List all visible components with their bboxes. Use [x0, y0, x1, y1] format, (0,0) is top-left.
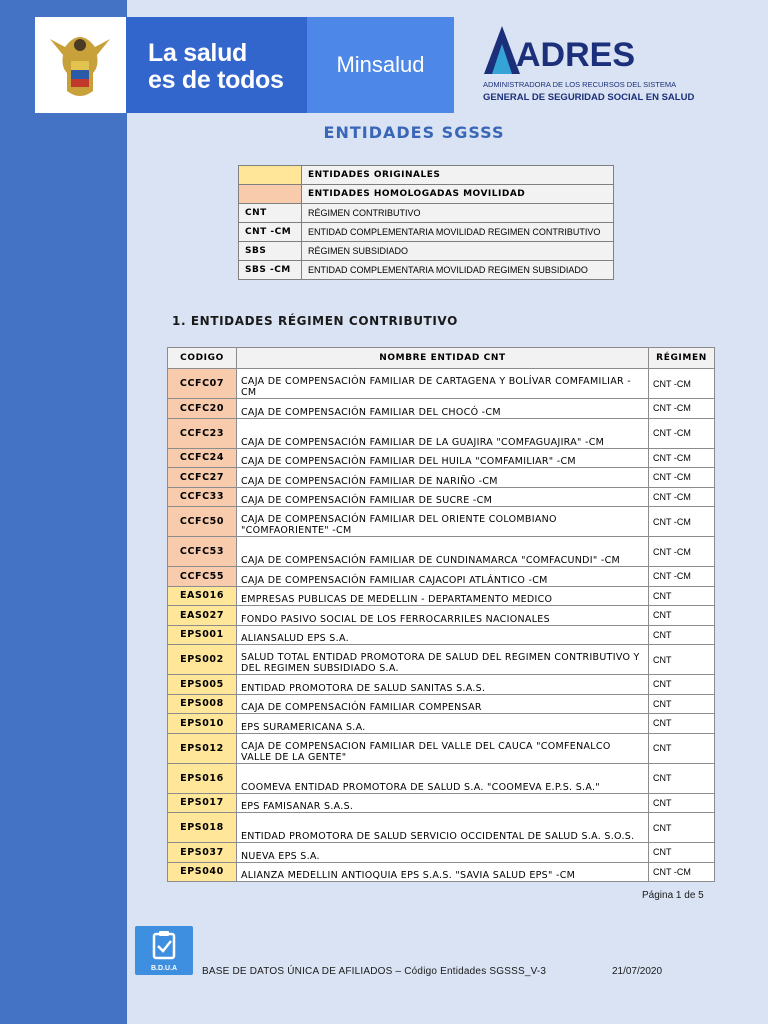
legend-label: RÉGIMEN SUBSIDIADO	[302, 242, 614, 261]
entity-code: CCFC53	[168, 537, 237, 567]
legend-key: CNT -CM	[239, 223, 302, 242]
page-number: Página 1 de 5	[642, 890, 704, 901]
table-row	[168, 793, 715, 813]
table-row	[168, 606, 715, 626]
table-row	[168, 487, 715, 507]
entity-code: CCFC50	[168, 507, 237, 537]
entity-name: CAJA DE COMPENSACIÓN FAMILIAR DE CUNDINAMARCA "COMFACUNDI" -CM	[237, 537, 649, 567]
header-code: CODIGO	[168, 348, 237, 369]
legend-row	[239, 166, 614, 185]
slogan-line-2: es de todos	[148, 66, 284, 94]
table-row	[168, 625, 715, 645]
adres-subtitle-2: GENERAL DE SEGURIDAD SOCIAL EN SALUD	[483, 92, 695, 103]
legend-row	[239, 261, 614, 280]
entity-code: EPS018	[168, 813, 237, 843]
page-title: ENTIDADES SGSSS	[323, 123, 505, 142]
legend-label: RÉGIMEN CONTRIBUTIVO	[302, 204, 614, 223]
ministry-banner	[307, 17, 454, 113]
table-row	[168, 675, 715, 695]
table-row	[168, 507, 715, 537]
table-row	[168, 862, 715, 882]
entity-name: ALIANSALUD EPS S.A.	[237, 625, 649, 645]
entity-regimen: CNT	[649, 625, 715, 645]
table-row	[168, 537, 715, 567]
entity-code: CCFC23	[168, 418, 237, 448]
entity-regimen: CNT	[649, 733, 715, 763]
entity-name: FONDO PASIVO SOCIAL DE LOS FERROCARRILES NACIONALES	[237, 606, 649, 626]
table-row	[168, 763, 715, 793]
table-header-row	[168, 348, 715, 369]
entity-code: EPS010	[168, 714, 237, 734]
table-row	[168, 369, 715, 399]
entity-code: CCFC27	[168, 468, 237, 488]
entity-code: CCFC33	[168, 487, 237, 507]
entity-name: CAJA DE COMPENSACIÓN FAMILIAR DEL HUILA "COMFAMILIAR" -CM	[237, 448, 649, 468]
table-row	[168, 645, 715, 675]
entity-code: EPS040	[168, 862, 237, 882]
entity-name: EPS FAMISANAR S.A.S.	[237, 793, 649, 813]
legend-label: ENTIDAD COMPLEMENTARIA MOVILIDAD REGIMEN CONTRIBUTIVO	[302, 223, 614, 242]
table-row	[168, 468, 715, 488]
table-row	[168, 733, 715, 763]
entity-code: EPS002	[168, 645, 237, 675]
table-row	[168, 813, 715, 843]
entity-name: EPS SURAMERICANA S.A.	[237, 714, 649, 734]
clipboard-check-icon	[135, 926, 193, 975]
entity-name: CAJA DE COMPENSACIÓN FAMILIAR DE CARTAGENA Y BOLÍVAR COMFAMILIAR -CM	[237, 369, 649, 399]
entity-code: EPS008	[168, 694, 237, 714]
entity-name: CAJA DE COMPENSACIÓN FAMILIAR DEL ORIENTE COLOMBIANO "COMFAORIENTE" -CM	[237, 507, 649, 537]
legend-key: CNT	[239, 204, 302, 223]
entity-name: COOMEVA ENTIDAD PROMOTORA DE SALUD S.A. "COOMEVA E.P.S. S.A."	[237, 763, 649, 793]
entity-regimen: CNT -CM	[649, 369, 715, 399]
entity-code: EPS005	[168, 675, 237, 695]
entity-regimen: CNT -CM	[649, 418, 715, 448]
entity-name: SALUD TOTAL ENTIDAD PROMOTORA DE SALUD DEL REGIMEN CONTRIBUTIVO Y DEL REGIMEN SUBSIDIADO S.A.	[237, 645, 649, 675]
colombia-coat-of-arms	[35, 17, 126, 113]
table-row	[168, 586, 715, 606]
section-title: 1. ENTIDADES RÉGIMEN CONTRIBUTIVO	[172, 314, 458, 328]
table-row	[168, 694, 715, 714]
legend-key	[239, 166, 302, 185]
ministry-name: Minsalud	[336, 52, 425, 77]
table-row	[168, 567, 715, 587]
footer-date: 21/07/2020	[612, 966, 663, 977]
legend-row	[239, 185, 614, 204]
legend-key: SBS -CM	[239, 261, 302, 280]
entity-name: CAJA DE COMPENSACIÓN FAMILIAR DE NARIÑO -CM	[237, 468, 649, 488]
entity-regimen: CNT	[649, 675, 715, 695]
entity-regimen: CNT -CM	[649, 567, 715, 587]
entity-regimen: CNT	[649, 586, 715, 606]
entity-name: CAJA DE COMPENSACIÓN FAMILIAR DEL CHOCÓ -CM	[237, 399, 649, 419]
entity-code: CCFC07	[168, 369, 237, 399]
entity-name: CAJA DE COMPENSACION FAMILIAR DEL VALLE DEL CAUCA "COMFENALCO VALLE DE LA GENTE"	[237, 733, 649, 763]
legend-row	[239, 223, 614, 242]
entity-regimen: CNT -CM	[649, 399, 715, 419]
footer-text: BASE DE DATOS ÚNICA DE AFILIADOS – Código Entidades SGSSS_V-3	[202, 966, 547, 977]
table-row	[168, 418, 715, 448]
entity-regimen: CNT -CM	[649, 448, 715, 468]
entity-regimen: CNT	[649, 645, 715, 675]
entity-regimen: CNT -CM	[649, 862, 715, 882]
entity-name: ALIANZA MEDELLIN ANTIOQUIA EPS S.A.S. "SAVIA SALUD EPS" -CM	[237, 862, 649, 882]
slogan-line-1: La salud	[148, 39, 248, 67]
slogan-banner	[126, 17, 307, 113]
entity-regimen: CNT -CM	[649, 507, 715, 537]
entity-name: CAJA DE COMPENSACIÓN FAMILIAR DE SUCRE -CM	[237, 487, 649, 507]
table-row	[168, 714, 715, 734]
left-sidebar-band	[0, 0, 127, 1024]
entity-regimen: CNT	[649, 714, 715, 734]
entity-code: EAS016	[168, 586, 237, 606]
legend-table	[238, 165, 614, 280]
entity-code: CCFC20	[168, 399, 237, 419]
bdua-logo	[135, 926, 193, 975]
entity-code: CCFC24	[168, 448, 237, 468]
legend-key: SBS	[239, 242, 302, 261]
entity-code: EPS016	[168, 763, 237, 793]
header-regimen: RÉGIMEN	[649, 348, 715, 369]
entity-regimen: CNT -CM	[649, 537, 715, 567]
entity-regimen: CNT	[649, 763, 715, 793]
table-row	[168, 843, 715, 863]
entity-regimen: CNT -CM	[649, 468, 715, 488]
entity-regimen: CNT	[649, 843, 715, 863]
entity-code: EPS001	[168, 625, 237, 645]
entity-name: ENTIDAD PROMOTORA DE SALUD SANITAS S.A.S.	[237, 675, 649, 695]
legend-label: ENTIDAD COMPLEMENTARIA MOVILIDAD REGIMEN SUBSIDIADO	[302, 261, 614, 280]
entity-code: EPS017	[168, 793, 237, 813]
entity-name: EMPRESAS PUBLICAS DE MEDELLIN - DEPARTAMENTO MEDICO	[237, 586, 649, 606]
entity-name: NUEVA EPS S.A.	[237, 843, 649, 863]
legend-row	[239, 242, 614, 261]
legend-label: ENTIDADES HOMOLOGADAS MOVILIDAD	[302, 185, 614, 204]
legend-row	[239, 204, 614, 223]
entity-name: CAJA DE COMPENSACIÓN FAMILIAR CAJACOPI ATLÁNTICO -CM	[237, 567, 649, 587]
entity-regimen: CNT	[649, 694, 715, 714]
legend-label: ENTIDADES ORIGINALES	[302, 166, 614, 185]
entity-code: EPS012	[168, 733, 237, 763]
entities-table	[167, 347, 715, 882]
entity-code: EAS027	[168, 606, 237, 626]
adres-logo	[478, 22, 695, 112]
table-row	[168, 448, 715, 468]
legend-key	[239, 185, 302, 204]
adres-subtitle-1: ADMINISTRADORA DE LOS RECURSOS DEL SISTEMA	[483, 80, 677, 89]
entity-code: CCFC55	[168, 567, 237, 587]
coat-of-arms-icon	[35, 17, 126, 113]
entity-regimen: CNT	[649, 813, 715, 843]
table-row	[168, 399, 715, 419]
bdua-logo-label: B.D.U.A	[150, 965, 178, 972]
adres-wordmark: ADRES	[516, 36, 636, 74]
header-name: NOMBRE ENTIDAD CNT	[237, 348, 649, 369]
entity-name: CAJA DE COMPENSACIÓN FAMILIAR COMPENSAR	[237, 694, 649, 714]
entity-regimen: CNT -CM	[649, 487, 715, 507]
entity-regimen: CNT	[649, 606, 715, 626]
entity-code: EPS037	[168, 843, 237, 863]
entity-name: ENTIDAD PROMOTORA DE SALUD SERVICIO OCCIDENTAL DE SALUD S.A. S.O.S.	[237, 813, 649, 843]
entity-regimen: CNT	[649, 793, 715, 813]
entity-name: CAJA DE COMPENSACIÓN FAMILIAR DE LA GUAJIRA "COMFAGUAJIRA" -CM	[237, 418, 649, 448]
